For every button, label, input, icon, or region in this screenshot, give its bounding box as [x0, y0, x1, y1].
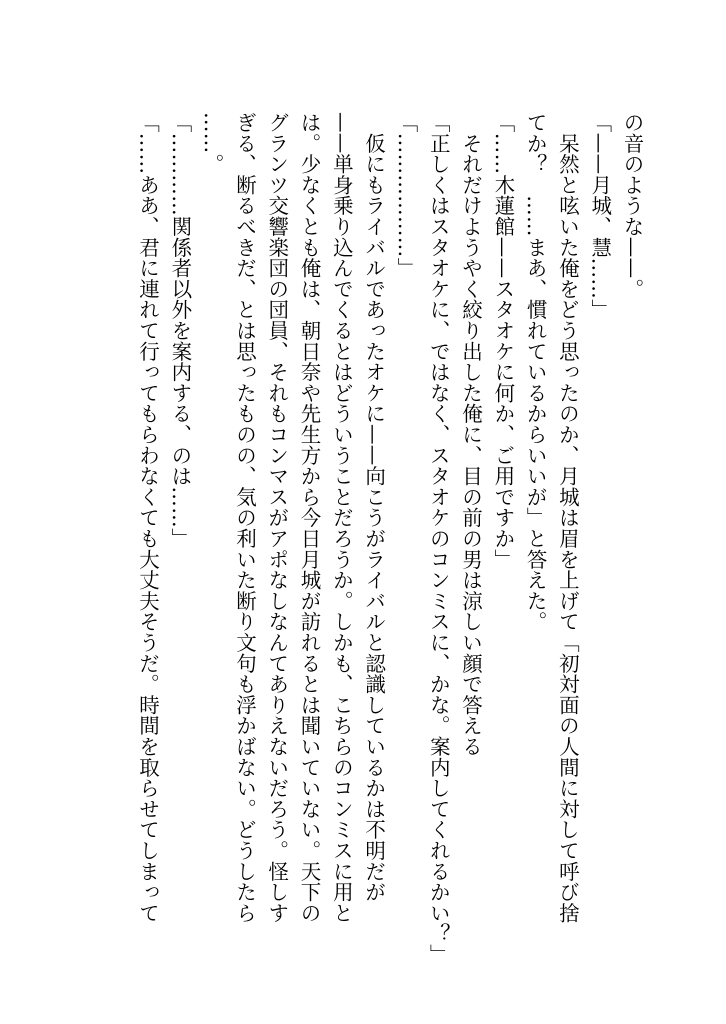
text-line: 「……ああ、君に連れて行ってもらわなくても大丈夫そうだ。時間を取らせてしまって [135, 112, 160, 924]
vertical-text-body [131, 112, 648, 965]
text-line: 「…………関係者以外を案内する、のは……」 [167, 112, 192, 549]
text-line: 仮にもライバルであったオケに——向こうがライバルと認識しているかは不明だが [361, 112, 386, 903]
text-line: 「………………」 [393, 112, 418, 279]
text-line: ……。 [200, 112, 225, 175]
text-line: 「正しくはスタオケに、ではなく、スタオケのコンミスに、かな。案内してくれるかい？」 [426, 112, 451, 965]
text-line: それだけようやく絞り出した俺に、目の前の男は涼しい顔で答える [458, 112, 483, 757]
text-line: ぎる、断るべきだ、とは思ったものの、気の利いた断り文句も浮かばない。どうしたら [232, 112, 257, 924]
text-line: ——単身乗り込んでくるとはどういうことだろうか。しかも、こちらのコンミスに用と [329, 112, 354, 924]
text-line: の音のような——。 [620, 112, 644, 300]
text-line: 呆然と呟いた俺をどう思ったのか、月城は眉を上げて「初対面の人間に対して呼び捨 [555, 112, 580, 924]
text-line: グランツ交響楽団の団員、それもコンマスがアポなしなんてありえないだろう。怪しす [264, 112, 289, 924]
text-line: 「——月城、慧……」 [587, 112, 612, 320]
text-line: は。少なくとも俺は、朝日奈や先生方から今日月城が訪れるとは聞いていない。天下の [297, 112, 322, 924]
text-line: 「……木蓮館——スタオケに何か、ご用ですか」 [490, 112, 515, 570]
text-line: てか？ ……まあ、慣れているからいいが」と答えた。 [523, 112, 548, 632]
